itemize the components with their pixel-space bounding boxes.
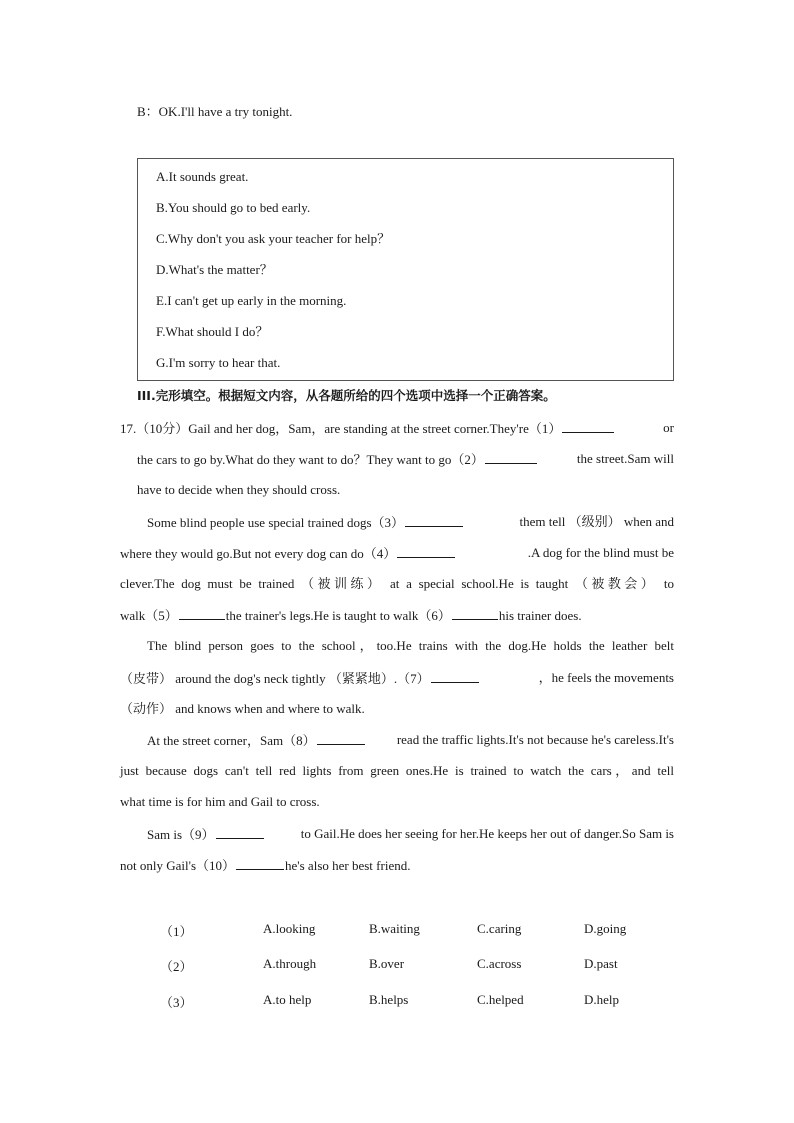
choice-number: （3） (160, 995, 193, 1010)
passage-line: 17.（10分）Gail and her dog，Sam，are standing at the street corner.They're（1） or (120, 420, 674, 436)
option-c: C.Why don't you ask your teacher for help？ (156, 231, 391, 246)
passage-line: not only Gail's（10） he's also her best friend. (120, 858, 411, 873)
passage-line: where they would go.But not every dog can do（4） .A dog for the blind must be (120, 545, 674, 561)
choice-row (0, 956, 794, 976)
choice-a[interactable]: A.looking (263, 921, 316, 936)
option-b: B.You should go to bed early. (156, 200, 311, 215)
blank-8 (317, 732, 365, 745)
choice-c[interactable]: C.caring (477, 921, 522, 936)
choice-c[interactable]: C.helped (477, 992, 524, 1007)
choice-b[interactable]: B.waiting (369, 921, 420, 936)
passage-line: （皮带） around the dog's neck tightly （紧紧地）.（7） ，he feels the movements (120, 670, 674, 686)
passage-line: （动作） and knows when and where to walk. (120, 701, 365, 716)
choice-row (0, 992, 794, 1012)
passage-line: walk（5） the trainer's legs.He is taught to walk（6） his trainer does. (120, 608, 582, 623)
option-f: F.What should I do？ (156, 324, 269, 339)
choice-a[interactable]: A.to help (263, 992, 312, 1007)
choice-d[interactable]: D.past (584, 956, 618, 971)
choice-number: （2） (160, 959, 193, 974)
passage-line: just because dogs can't tell red lights from green ones.He is trained to watch the cars，and tell (120, 763, 674, 778)
passage-line: what time is for him and Gail to cross. (120, 794, 320, 809)
passage-line: the cars to go by.What do they want to do？They want to go（2） the street.Sam will (137, 451, 674, 467)
dialogue-line-b: B：OK.I'll have a try tonight. (137, 104, 293, 119)
passage-line: Some blind people use special trained dogs（3） them tell （级别） when and (147, 514, 674, 530)
passage-line: At the street corner，Sam（8） read the traffic lights.It's not because he's careless.It's (147, 732, 674, 748)
section-title: III.完形填空。根据短文内容，从各题所给的四个选项中选择一个正确答案。 (137, 388, 556, 403)
choice-row (0, 921, 794, 941)
blank-5 (179, 607, 225, 620)
blank-2 (485, 451, 537, 464)
passage-line: The blind person goes to the school，too.He trains with the dog.He holds the leather belt (147, 638, 674, 653)
choice-d[interactable]: D.going (584, 921, 627, 936)
option-e: E.I can't get up early in the morning. (156, 293, 347, 308)
choice-number: （1） (160, 924, 193, 939)
choice-b[interactable]: B.over (369, 956, 405, 971)
blank-10 (236, 857, 284, 870)
choice-b[interactable]: B.helps (369, 992, 409, 1007)
passage-line: Sam is（9） to Gail.He does her seeing for her.He keeps her out of danger.So Sam is (147, 826, 674, 842)
blank-1 (562, 420, 614, 433)
option-d: D.What's the matter？ (156, 262, 273, 277)
option-g: G.I'm sorry to hear that. (156, 355, 281, 370)
blank-4 (397, 545, 455, 558)
blank-9 (216, 826, 264, 839)
option-a: A.It sounds great. (156, 169, 249, 184)
passage-line: have to decide when they should cross. (137, 482, 341, 497)
blank-6 (452, 607, 498, 620)
option-box (137, 158, 674, 381)
blank-3 (405, 514, 463, 527)
choice-d[interactable]: D.help (584, 992, 620, 1007)
choice-a[interactable]: A.through (263, 956, 317, 971)
passage-line: clever.The dog must be trained （被训练） at a special school.He is taught （被教会） to (120, 576, 674, 591)
choice-c[interactable]: C.across (477, 956, 522, 971)
blank-7 (431, 670, 479, 683)
